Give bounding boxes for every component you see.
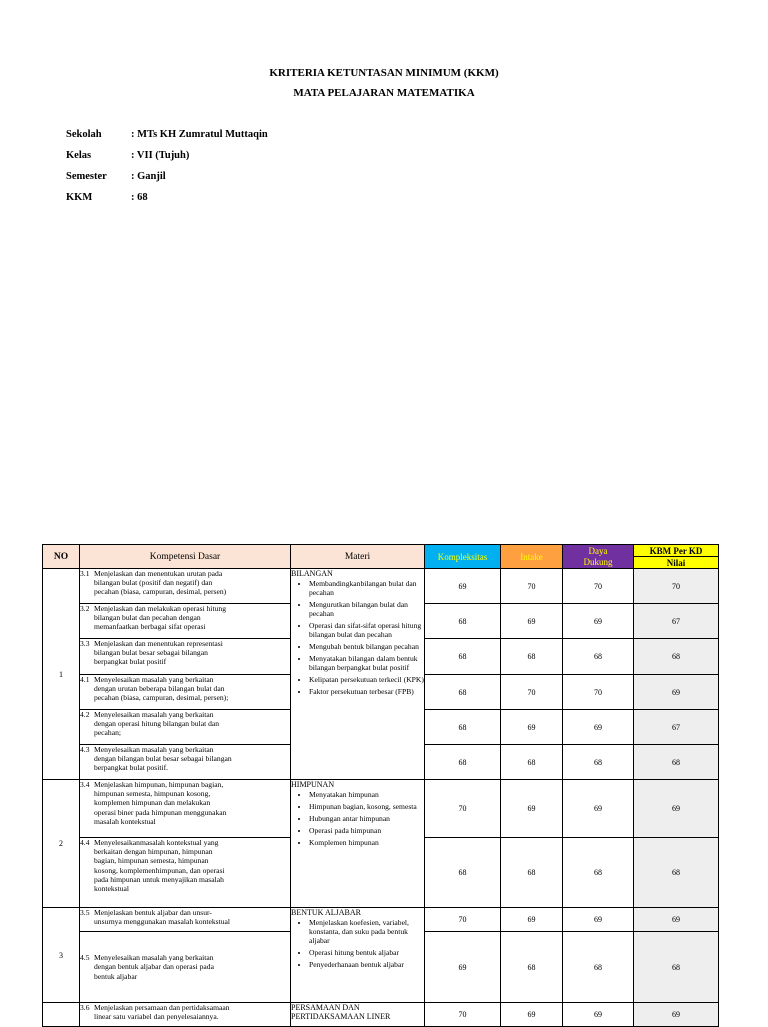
kd-4-1: [80, 675, 291, 710]
materi-item: • Penyederhanaan bentuk aljabar: [309, 960, 424, 969]
kd-text: memanfaatkan berbagai sifat operasi: [94, 622, 206, 632]
kd-text: dengan urutan beberapa bilangan bulat dan: [94, 684, 225, 694]
kd-number: 4.5: [80, 953, 90, 963]
intake-value: 68: [501, 745, 563, 780]
kd-number: 3.2: [80, 604, 90, 613]
materi-list: [291, 790, 424, 847]
info-row-kkm: [66, 192, 148, 203]
kd-text: Menyelesaikanmasalah kontekstual yang: [94, 838, 219, 847]
nilai-value: 70: [634, 569, 719, 604]
materi-list: [291, 918, 424, 969]
nilai-value: 67: [634, 710, 719, 745]
nilai-value: 68: [634, 639, 719, 675]
kompleksitas-value: 68: [425, 639, 501, 675]
row-number: 1: [43, 569, 80, 780]
nilai-value: 68: [634, 838, 719, 908]
intake-value: 69: [501, 710, 563, 745]
header-daya-dukung-line2: Dukung: [583, 556, 613, 567]
info-label: Kelas: [66, 150, 92, 161]
intake-value: 68: [501, 639, 563, 675]
kompleksitas-value: 70: [425, 780, 501, 838]
kd-text: Menjelaskan bentuk aljabar dan unsur-: [94, 908, 212, 917]
header-materi: Materi: [291, 545, 425, 569]
document-subtitle: MATA PELAJARAN MATEMATIKA: [293, 87, 475, 99]
kd-text: Menyelesaikan masalah yang berkaitan: [94, 953, 214, 963]
intake-value: 70: [501, 569, 563, 604]
row-number: 3: [43, 908, 80, 1003]
intake-value: 69: [501, 1003, 563, 1027]
kd-text: bilangan bulat (positif dan negatif) dan: [94, 578, 213, 588]
nilai-value: 69: [634, 675, 719, 710]
kd-text: dengan bentuk aljabar dan operasi pada: [94, 962, 214, 972]
info-label: Semester: [66, 171, 107, 182]
kd-4-5: [80, 932, 291, 1003]
intake-value: 70: [501, 675, 563, 710]
kd-text: Menjelaskan dan menentukan urutan pada: [94, 569, 223, 578]
header-kompetensi-dasar: Kompetensi Dasar: [80, 545, 291, 569]
nilai-value: 69: [634, 908, 719, 932]
info-value: : VII (Tujuh): [131, 150, 190, 161]
info-row-kelas: [66, 150, 189, 161]
daya-dukung-value: 70: [563, 569, 634, 604]
kd-number: 3.1: [80, 569, 90, 578]
kd-text: komplemen himpunan dan melakukan: [94, 798, 211, 808]
kompleksitas-value: 69: [425, 569, 501, 604]
kd-text: pecahan;: [94, 728, 121, 738]
daya-dukung-value: 70: [563, 675, 634, 710]
daya-dukung-value: 69: [563, 908, 634, 932]
kd-number: 4.2: [80, 710, 90, 719]
kd-text: Menyelesaikan masalah yang berkaitan: [94, 745, 214, 754]
intake-value: 68: [501, 838, 563, 908]
materi-persamaan: [291, 1003, 425, 1027]
kompleksitas-value: 68: [425, 604, 501, 639]
materi-bentuk-aljabar: [291, 908, 425, 1003]
materi-item: • Mengubah bentuk bilangan pecahan: [309, 642, 424, 651]
daya-dukung-value: 68: [563, 639, 634, 675]
materi-list: [291, 579, 424, 696]
header-nilai: Nilai: [634, 557, 719, 569]
daya-dukung-value: 68: [563, 745, 634, 780]
materi-title: PERSAMAAN DAN: [291, 1003, 360, 1012]
intake-value: 69: [501, 604, 563, 639]
daya-dukung-value: 68: [563, 838, 634, 908]
info-value: : Ganjil: [131, 171, 166, 182]
kd-3-5: [80, 908, 291, 932]
kompleksitas-value: 69: [425, 932, 501, 1003]
kd-3-1: [80, 569, 291, 604]
kkm-table: [42, 544, 719, 1027]
kd-4-3: [80, 745, 291, 780]
nilai-value: 67: [634, 604, 719, 639]
info-row-semester: [66, 171, 166, 182]
materi-item: • Kelipatan persekutuan terkecil (KPK): [309, 675, 424, 684]
kompleksitas-value: 70: [425, 1003, 501, 1027]
kd-text: Menjelaskan persamaan dan pertidaksamaan: [94, 1003, 230, 1012]
materi-item: • Operasi pada himpunan: [309, 826, 424, 835]
kompleksitas-value: 68: [425, 838, 501, 908]
materi-item: • Menjelaskan koefesien, variabel, konstanta, dan suku pada bentuk aljabar: [309, 918, 424, 945]
kd-text: himpunan semesta, himpunan kosong,: [94, 789, 211, 799]
header-intake: Intake: [501, 545, 563, 569]
materi-item: • Menyatakan himpunan: [309, 790, 424, 799]
kd-text: linear satu variabel dan penyelesaiannya.: [94, 1012, 219, 1022]
kd-4-4: [80, 838, 291, 908]
kd-text: kontekstual: [94, 884, 130, 894]
intake-value: 69: [501, 908, 563, 932]
kd-text: pada himpunan untuk menyajikan masalah: [94, 874, 224, 884]
nilai-value: 69: [634, 1003, 719, 1027]
kd-text: berpangkat bulat positif.: [94, 763, 169, 773]
materi-item: • Operasi hitung bentuk aljabar: [309, 948, 424, 957]
kd-3-2: [80, 604, 291, 639]
kd-text: Menyelesaikan masalah yang berkaitan: [94, 675, 214, 684]
materi-item: • Mengurutkan bilangan bulat dan pecahan: [309, 600, 424, 618]
row-number: [43, 1003, 80, 1027]
materi-title: BILANGAN: [291, 569, 333, 578]
document-title: KRITERIA KETUNTASAN MINIMUM (KKM): [269, 67, 499, 79]
kd-number: 4.4: [80, 838, 90, 847]
daya-dukung-value: 69: [563, 710, 634, 745]
kd-text: Menjelaskan dan menentukan representasi: [94, 639, 223, 648]
materi-item: • Hubungan antar himpunan: [309, 814, 424, 823]
intake-value: 68: [501, 932, 563, 1003]
materi-title: BENTUK ALJABAR: [291, 908, 362, 917]
kd-text: pecahan (biasa, campuran, desimal, persen);: [94, 693, 229, 703]
nilai-value: 68: [634, 932, 719, 1003]
kd-text: bentuk aljabar: [94, 971, 138, 981]
kd-text: operasi biner pada himpunan menggunakan: [94, 807, 227, 817]
kd-3-4: [80, 780, 291, 838]
nilai-value: 68: [634, 745, 719, 780]
kd-text: berkaitan dengan himpunan, himpunan: [94, 847, 213, 857]
materi-title: PERTIDAKSAMAAN LINER: [291, 1012, 391, 1021]
header-daya-dukung-line1: Daya: [588, 545, 608, 556]
info-row-sekolah: [66, 129, 268, 140]
daya-dukung-value: 69: [563, 1003, 634, 1027]
nilai-value: 69: [634, 780, 719, 838]
materi-item: • Faktor persekutuan terbesar (FPB): [309, 687, 424, 696]
kompleksitas-value: 68: [425, 710, 501, 745]
header-daya-dukung: [563, 545, 634, 569]
kd-text: unsurnya menggunakan masalah kontekstual: [94, 917, 231, 927]
daya-dukung-value: 69: [563, 604, 634, 639]
kd-number: 3.4: [80, 780, 90, 789]
info-value: : MTs KH Zumratul Muttaqin: [131, 129, 268, 140]
header-kompleksitas: Kompleksitas: [425, 545, 501, 569]
kompleksitas-value: 70: [425, 908, 501, 932]
info-label: KKM: [66, 192, 93, 203]
materi-title: HIMPUNAN: [291, 780, 335, 789]
kd-text: bilangan bulat dan pecahan dengan: [94, 613, 201, 623]
materi-item: • Menyatakan bilangan dalam bentuk bilangan berpangkat bulat positif: [309, 654, 424, 672]
kd-text: dengan operasi hitung bilangan bulat dan: [94, 719, 220, 729]
info-label: Sekolah: [66, 129, 102, 140]
materi-himpunan: [291, 780, 425, 908]
kd-text: Menjelaskan himpunan, himpunan bagian,: [94, 780, 224, 789]
daya-dukung-value: 68: [563, 932, 634, 1003]
kd-4-2: [80, 710, 291, 745]
kd-number: 3.6: [80, 1003, 90, 1012]
kd-text: berpangkat bulat positif: [94, 657, 167, 667]
kd-number: 3.3: [80, 639, 90, 648]
daya-dukung-value: 69: [563, 780, 634, 838]
kompleksitas-value: 68: [425, 675, 501, 710]
materi-item: • Operasi dan sifat-sifat operasi hitung bilangan bulat dan pecahan: [309, 621, 424, 639]
materi-item: • Komplemen himpunan: [309, 838, 424, 847]
kd-text: bilangan bulat besar sebagai bilangan: [94, 648, 208, 658]
row-number: 2: [43, 780, 80, 908]
kd-number: 4.3: [80, 745, 90, 754]
kd-text: pecahan (biasa, campuran, desimal, persen): [94, 587, 227, 597]
kd-text: Menyelesaikan masalah yang berkaitan: [94, 710, 214, 719]
header-kbm-per-kd: KBM Per KD: [634, 545, 719, 557]
kd-number: 3.5: [80, 908, 90, 917]
kd-text: kosong, komplemenhimpunan, dan operasi: [94, 865, 225, 875]
kompleksitas-value: 68: [425, 745, 501, 780]
header-no: NO: [43, 545, 80, 569]
materi-item: • Himpunan bagian, kosong, semesta: [309, 802, 424, 811]
kd-text: dengan bilangan bulat besar sebagai bilangan: [94, 754, 232, 764]
intake-value: 69: [501, 780, 563, 838]
kd-3-3: [80, 639, 291, 675]
info-value: : 68: [131, 192, 148, 203]
kd-number: 4.1: [80, 675, 90, 684]
materi-item: • Membandingkanbilangan bulat dan pecahan: [309, 579, 424, 597]
kd-text: Menjelaskan dan melakukan operasi hitung: [94, 604, 227, 613]
kd-3-6: [80, 1003, 291, 1027]
materi-bilangan: [291, 569, 425, 780]
kd-text: masalah kontekstual: [94, 816, 156, 826]
kd-text: bagian, himpunan semesta, himpunan: [94, 856, 209, 866]
